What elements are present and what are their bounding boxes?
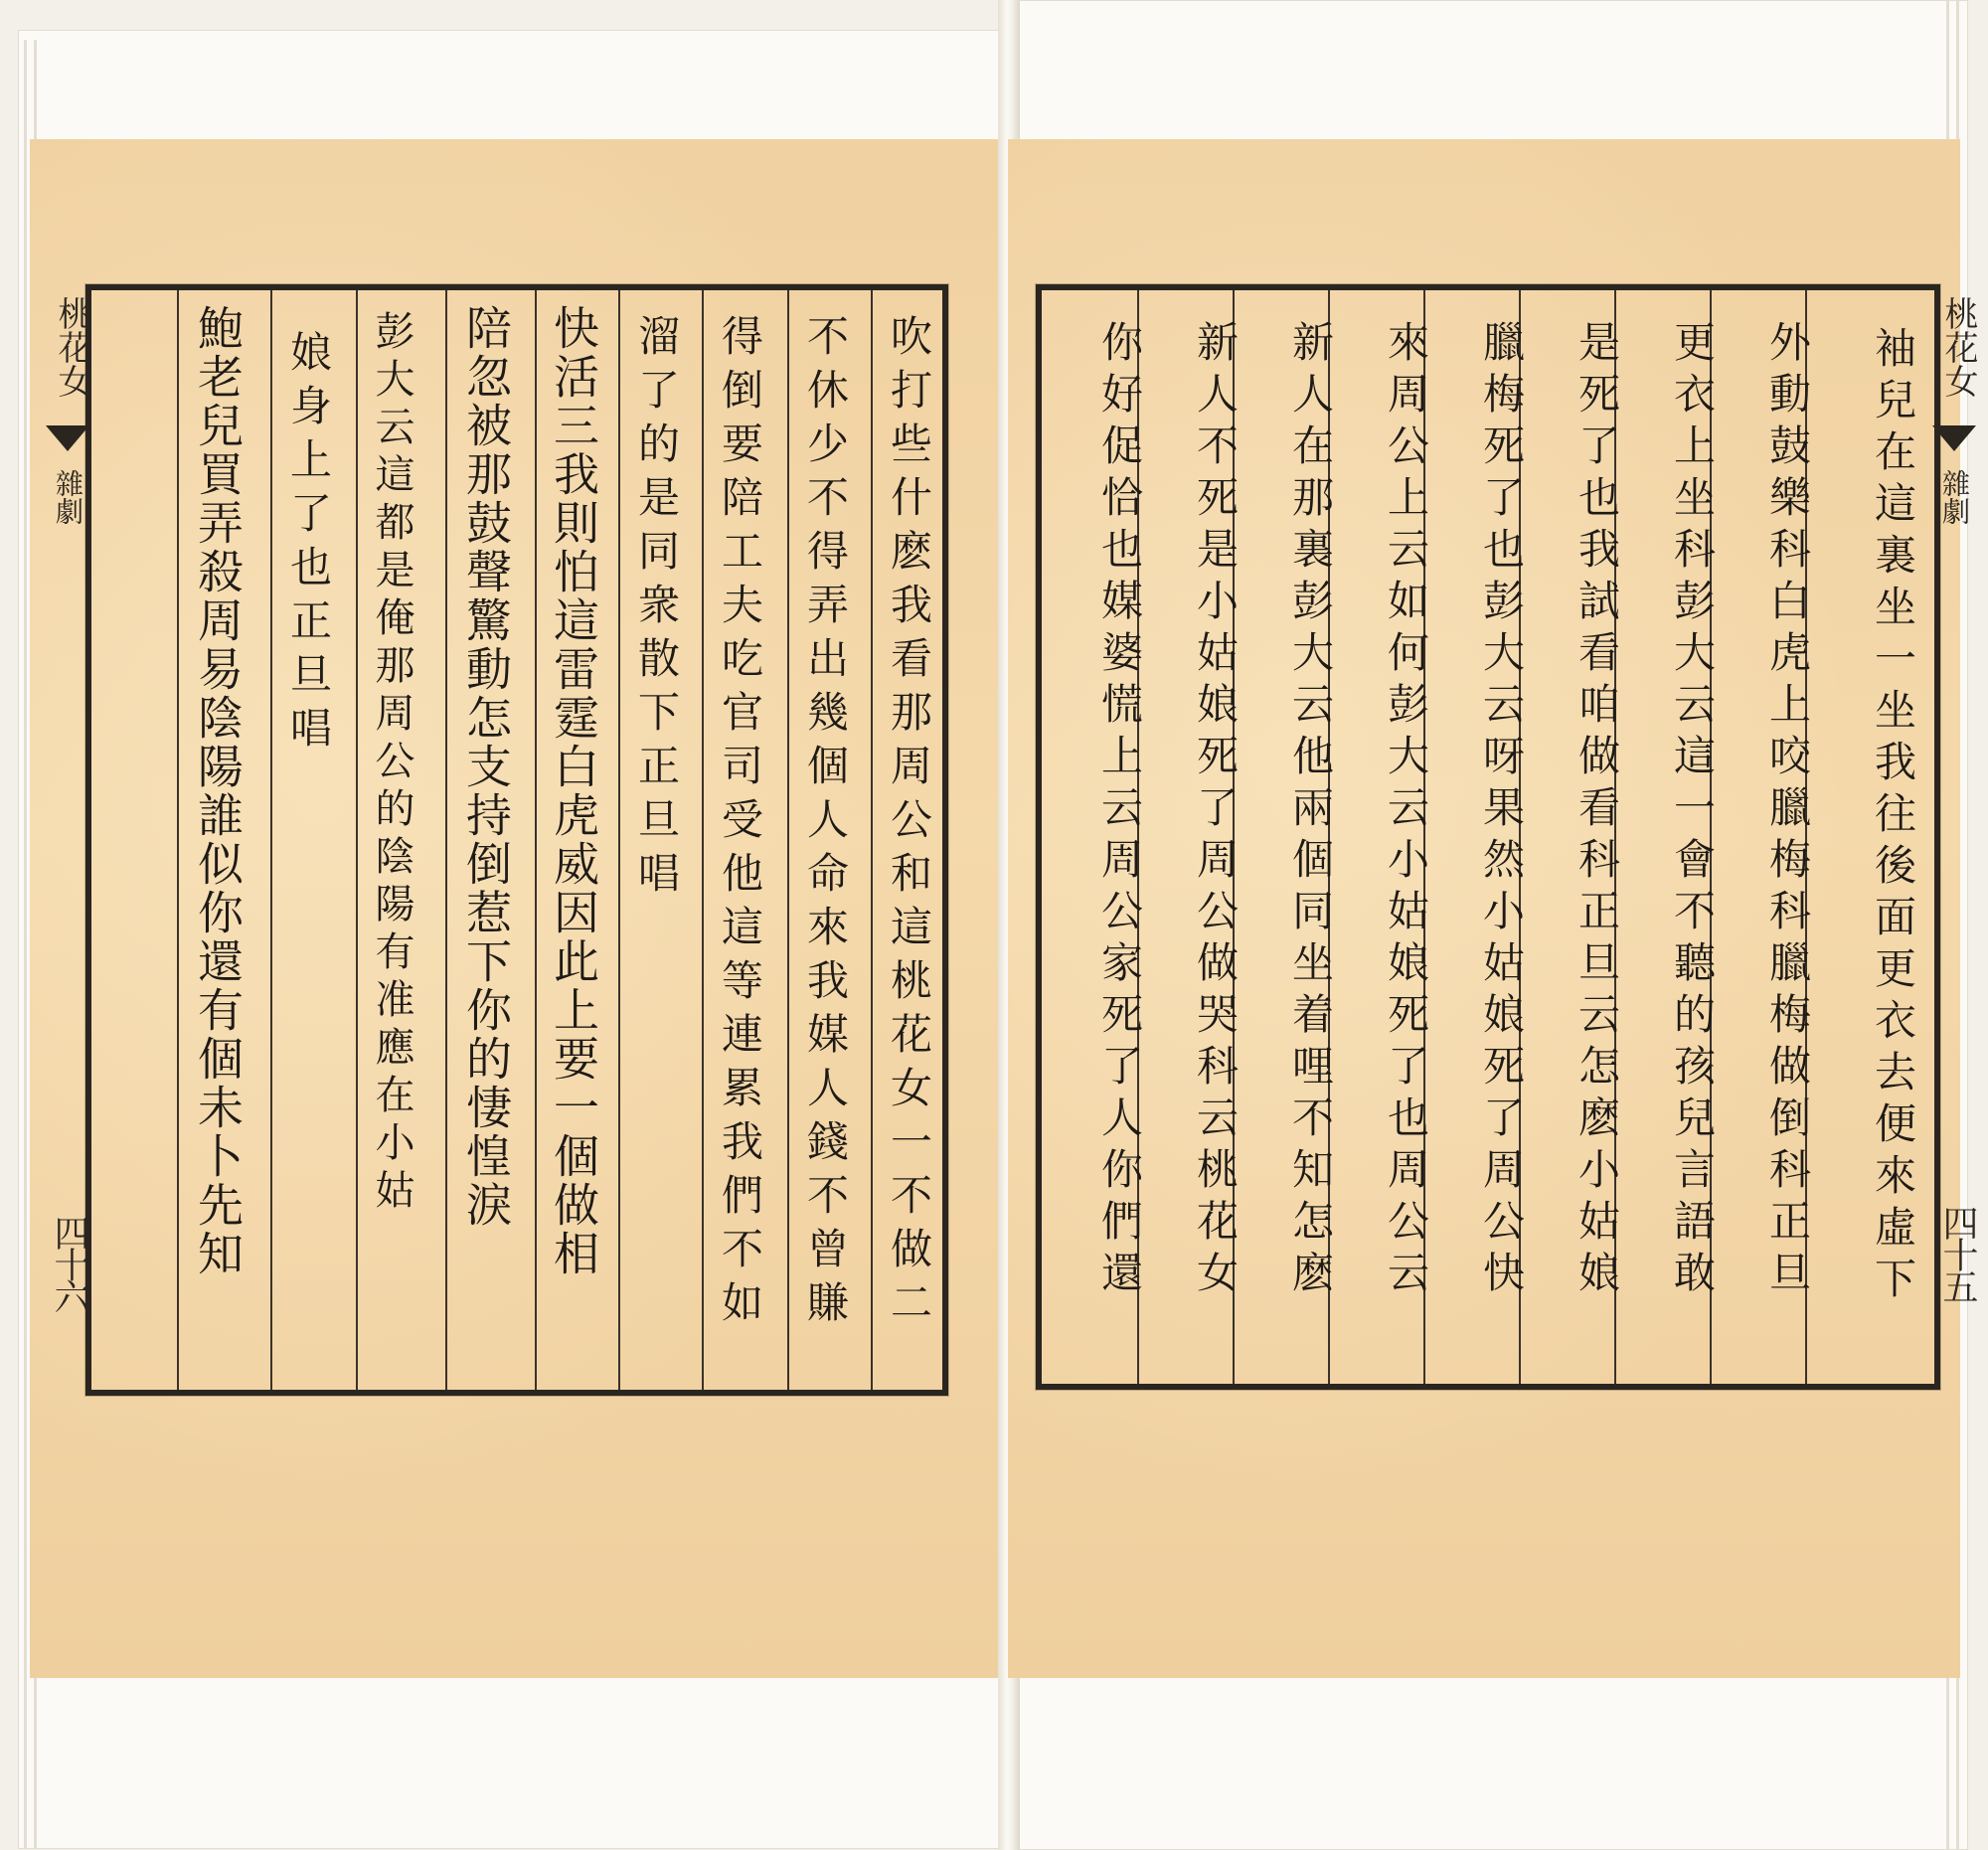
right-column-5: 臘梅死了也彭大云呀果然小姑娘死了周公快 (1477, 320, 1526, 1302)
left-column-2: 不休少不得弄出幾個人命來我媒人錢不曾賺 (801, 314, 850, 1334)
right-column-8: 新人不死是小姑娘死了周公做哭科云桃花女 (1191, 320, 1240, 1302)
right-print-frame (1036, 284, 1978, 1390)
right-fishtail-mark (1932, 425, 1976, 451)
left-column-4: 溜了的是同衆散下正旦唱 (632, 314, 681, 905)
right-page (1008, 139, 1978, 1678)
right-column-2: 外動鼓樂科白虎上咬臘梅科臘梅做倒科正旦 (1763, 320, 1812, 1302)
left-column-9: 鮑老兒買弄殺周易陰陽誰似你還有個未卜先知 (191, 304, 245, 1278)
left-column-1: 吹打些什麽我看那周公和這桃花女一不做二 (885, 314, 933, 1334)
left-leaf-number: 四十六 (49, 1215, 89, 1310)
right-margin-title: 桃花女 (1938, 296, 1978, 398)
left-print-frame (49, 284, 948, 1396)
right-column-7: 新人在那裏彭大云他兩個同坐着哩不知怎麽 (1286, 320, 1335, 1302)
right-column-4: 是死了也我試看咱做看科正旦云怎麽小姑娘 (1573, 320, 1621, 1302)
left-fore-edge (24, 40, 27, 1849)
left-page (30, 139, 998, 1678)
right-column-6: 來周公上云如何彭大云小姑娘死了也周公云 (1382, 320, 1430, 1302)
left-column-8: 娘身上了也正旦唱 (284, 330, 333, 759)
left-column-7: 彭大云這都是俺那周公的陰陽有准應在小姑 (369, 310, 414, 1217)
left-column-6: 陪忽被那鼓聲驚動怎支持倒惹下你的悽惶淚 (459, 304, 513, 1230)
left-column-5: 快活三我則怕這雷霆白虎威因此上要一個做相 (547, 304, 600, 1278)
left-margin-title: 桃花女 (52, 296, 91, 398)
right-column-1: 袖兒在這裏坐一坐我往後面更衣去便來虛下 (1869, 326, 1917, 1308)
right-column-9: 你好促恰也媒婆慌上云周公家死了人你們還 (1095, 320, 1144, 1302)
left-fishtail-mark (46, 425, 89, 451)
right-margin-section: 雜劇 (1938, 469, 1971, 525)
left-column-3: 得倒要陪工夫吃官司受他這等連累我們不如 (716, 314, 764, 1334)
left-margin-section: 雜劇 (52, 469, 84, 525)
right-leaf-number: 四十五 (1937, 1205, 1978, 1300)
right-column-3: 更衣上坐科彭大云這一會不聽的孩兒言語敢 (1668, 320, 1717, 1302)
